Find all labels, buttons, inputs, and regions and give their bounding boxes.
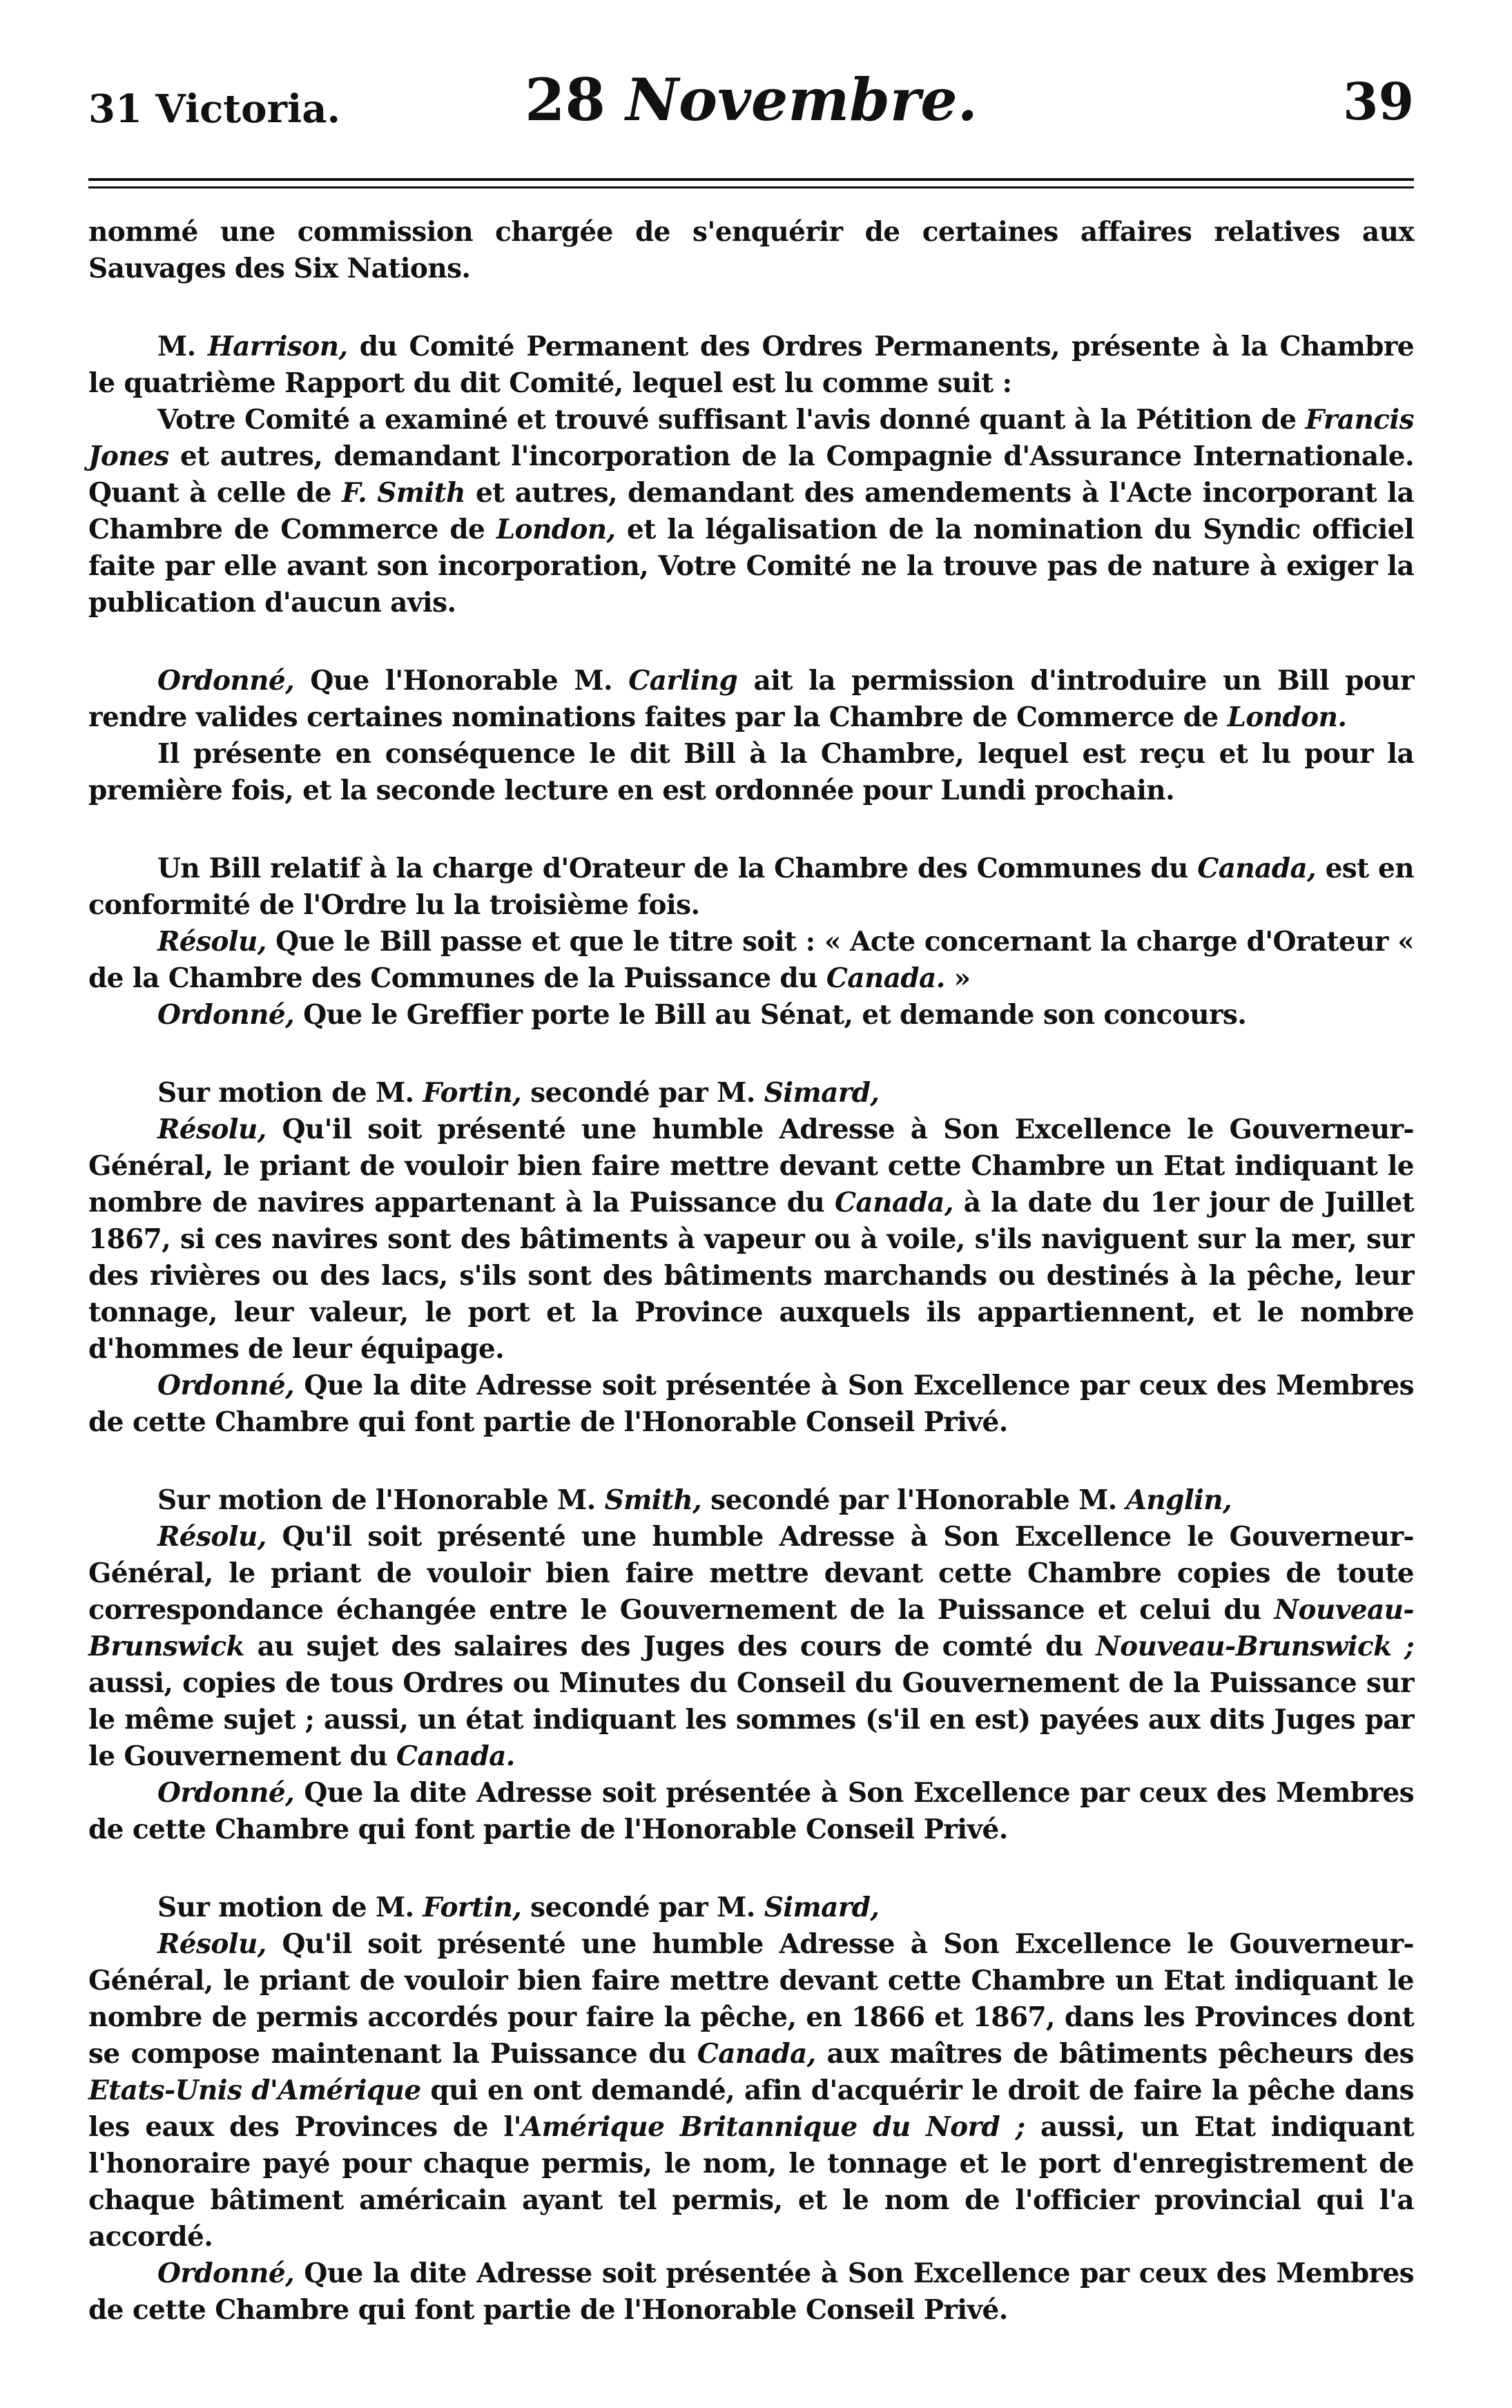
paragraph-bill-presented: Il présente en conséquence le dit Bill à la Chambre, lequel est reçu et lu pour la première fois, et la seconde lecture en est ordonnée pour Lundi prochain. [88,738,1414,806]
paragraph-motion-fortin-1: Sur motion de M. Fortin, secondé par M. Simard, [157,1077,880,1109]
paragraph-harrison-report: M. Harrison, du Comité Permanent des Ordres Permanents, présente à la Chambre le quatrième Rapport du dit Comité, lequel est lu comme suit : [88,331,1414,399]
paragraph-continuation: nommé une commission chargée de s'enquérir de certaines affaires relatives aux Sauvages des Six Nations. [88,216,1414,284]
paragraph-orateur-ordonne: Ordonné, Que le Greffier porte le Bill au Sénat, et demande son concours. [157,999,1247,1031]
paragraph-permis-ordonne: Ordonné, Que la dite Adresse soit présentée à Son Excellence par ceux des Membres de cette Chambre qui font partie de l'Honorable Conseil Privé. [88,2258,1414,2326]
page-header [88,66,1414,142]
header-rule-top [88,178,1414,181]
page-number: 39 [1343,72,1414,132]
header-month: Novembre. [626,66,978,134]
paragraph-permis-resolu: Résolu, Qu'il soit présenté une humble Adresse à Son Excellence le Gouverneur-Général, le priant de vouloir bien faire mettre devant cette Chambre un Etat indiquant le nombre de permis accordés pour faire la pêche, en 1866 et 1867, dans les Provinces dont se compose maintenant la Puissance du Canada, aux maîtres de bâtiments pêcheurs des Etats-Unis d'Amérique qui en ont demandé, afin d'acquérir le droit de faire la pêche dans les eaux des Provinces de l'Amérique Britannique du Nord ; aussi, un Etat indiquant l'honoraire payé pour chaque permis, le nom, le tonnage et le port d'enregistrement de chaque bâtiment américain ayant tel permis, et le nom de l'officier provincial qui l'a accordé. [88,1928,1414,2253]
header-rule-bottom [88,186,1414,188]
header-day: 28 [525,66,606,134]
header-date [88,66,1414,134]
paragraph-navires-resolu: Résolu, Qu'il soit présenté une humble Adresse à Son Excellence le Gouverneur-Général, le priant de vouloir bien faire mettre devant cette Chambre un Etat indiquant le nombre de navires appartenant à la Puissance du Canada, à la date du 1er jour de Juillet 1867, si ces navires sont des bâtiments à vapeur ou à voile, s'ils naviguent sur la mer, sur des rivières ou des lacs, s'ils sont des bâtiments marchands ou destinés à la pêche, leur tonnage, leur valeur, le port et la Province auxquels ils appartiennent, et le nombre d'hommes de leur équipage. [88,1114,1415,1365]
page-body [88,214,1414,2329]
paragraph-carling-order: Ordonné, Que l'Honorable M. Carling ait la permission d'introduire un Bill pour rendre valides certaines nominations faites par la Chambre de Commerce de London. [88,665,1414,733]
paragraph-navires-ordonne: Ordonné, Que la dite Adresse soit présentée à Son Excellence par ceux des Membres de cette Chambre qui font partie de l'Honorable Conseil Privé. [88,1370,1414,1438]
paragraph-orateur-bill: Un Bill relatif à la charge d'Orateur de la Chambre des Communes du Canada, est en conformité de l'Ordre lu la troisième fois. [88,853,1414,921]
paragraph-juges-ordonne: Ordonné, Que la dite Adresse soit présentée à Son Excellence par ceux des Membres de cette Chambre qui font partie de l'Honorable Conseil Privé. [88,1777,1414,1845]
paragraph-juges-resolu: Résolu, Qu'il soit présenté une humble Adresse à Son Excellence le Gouverneur-Général, le priant de vouloir bien faire mettre devant cette Chambre copies de toute correspondance échangée entre le Gouvernement de la Puissance et celui du Nouveau-Brunswick au sujet des salaires des Juges des cours de comté du Nouveau-Brunswick ; aussi, copies de tous Ordres ou Minutes du Conseil du Gouvernement de la Puissance sur le même sujet ; aussi, un état indiquant les sommes (s'il en est) payées aux dits Juges par le Gouvernement du Canada. [88,1521,1414,1772]
paragraph-motion-fortin-2: Sur motion de M. Fortin, secondé par M. Simard, [157,1892,880,1923]
paragraph-motion-smith: Sur motion de l'Honorable M. Smith, secondé par l'Honorable M. Anglin, [157,1484,1232,1516]
header-volume: 31 Victoria. [88,86,341,132]
paragraph-committee-report: Votre Comité a examiné et trouvé suffisant l'avis donné quant à la Pétition de Francis Jones et autres, demandant l'incorporation de la Compagnie d'Assurance Internationale. Quant à celle de F. Smith et autres, demandant des amendements à l'Acte incorporant la Chambre de Commerce de London, et la légalisation de la nomination du Syndic officiel faite par elle avant son incorporation, Votre Comité ne la trouve pas de nature à exiger la publication d'aucun avis. [88,404,1414,619]
paragraph-orateur-resolu: Résolu, Que le Bill passe et que le titre soit : « Acte concernant la charge d'Orateur « de la Chambre des Communes de la Puissance du Canada. » [88,926,1414,994]
